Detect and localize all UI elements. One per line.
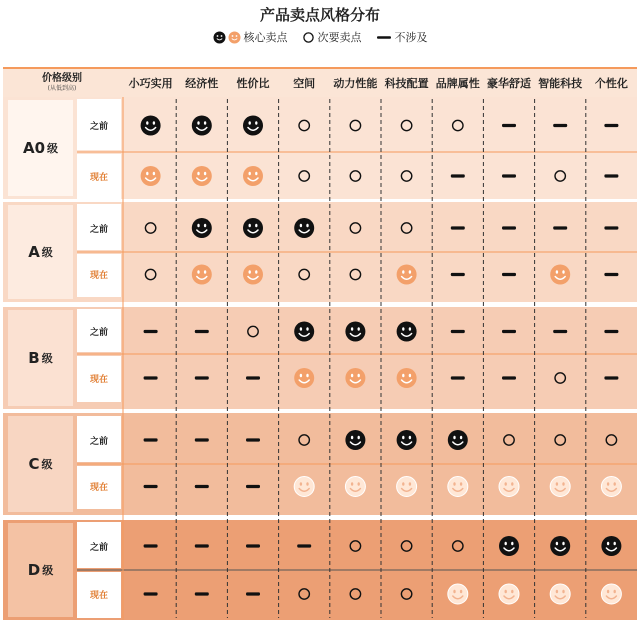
mark-A0-now-1 [141,166,161,186]
mark-D-now-7 [448,584,468,604]
mark-A0-before-2 [192,116,212,136]
mark-D-before-1 [144,544,158,547]
mark-C-before-1 [144,438,158,441]
mark-A0-before-3 [243,116,263,136]
column-header-4: 空间 [293,77,316,90]
level-suffix-A0: 级 [47,142,59,155]
column-header-1: 小巧实用 [128,77,173,90]
level-suffix-B: 级 [41,352,53,365]
mark-A0-now-3 [243,166,263,186]
mark-D-now-10 [601,584,621,604]
header-price-level-sub: (从低到高) [47,85,77,92]
mark-A-before-2 [192,218,212,238]
mark-B-now-7 [451,376,465,379]
mark-A-now-2 [192,265,212,285]
mark-D-now-9 [550,584,570,604]
mark-A0-before-10 [604,124,618,127]
column-header-2: 经济性 [185,77,219,90]
column-header-8: 豪华舒适 [486,77,531,90]
row-label-now-B: 现在 [89,374,108,385]
row-label-now-A: 现在 [89,271,108,281]
mark-A0-now-10 [604,174,618,177]
mark-B-now-3 [246,376,260,379]
mark-C-now-8 [499,477,519,497]
mark-B-now-2 [195,376,209,379]
mark-C-now-3 [246,485,260,488]
mark-A0-before-8 [502,124,516,127]
mark-B-now-10 [604,376,618,379]
mark-B-before-10 [604,330,618,333]
mark-B-now-1 [144,376,158,379]
level-label-B [8,310,73,406]
mark-A0-before-9 [553,124,567,127]
column-header-10: 个性化 [594,77,628,90]
row-label-before-B: 之前 [89,328,108,338]
mark-A-before-4 [294,218,314,238]
level-name-B: B [28,349,40,367]
mark-C-before-7 [448,430,468,450]
mark-C-before-3 [246,438,260,441]
mark-A-now-6 [397,265,417,285]
mark-B-now-5 [345,368,365,388]
mark-A-now-10 [604,273,618,276]
mark-C-now-10 [601,477,621,497]
level-suffix-C: 级 [41,458,53,471]
mark-C-now-5 [345,477,365,497]
row-label-before-C: 之前 [89,436,108,447]
mark-A-before-8 [502,226,516,229]
mark-A-before-7 [451,226,465,229]
mark-A0-now-8 [502,174,516,177]
level-suffix-A: 级 [41,246,53,259]
level-label-D [8,523,73,617]
header-price-level [3,69,121,97]
mark-A0-before-1 [141,116,161,136]
mark-B-now-6 [397,368,417,388]
level-name-D: D [27,561,41,579]
level-label-C [8,416,73,512]
mark-C-before-2 [195,438,209,441]
mark-A-now-8 [502,273,516,276]
legend-none-label: 不涉及 [394,31,428,44]
row-label-now-D: 现在 [89,590,108,601]
mark-B-before-9 [553,330,567,333]
row-label-before-A0: 之前 [89,122,108,132]
mark-C-now-7 [448,477,468,497]
mark-D-now-2 [195,592,209,595]
mark-B-before-5 [345,322,365,342]
mark-C-before-6 [397,430,417,450]
row-label-before-D: 之前 [89,542,108,553]
mark-D-now-1 [144,592,158,595]
mark-B-before-4 [294,322,314,342]
mark-D-before-2 [195,544,209,547]
mark-A0-now-7 [451,174,465,177]
mark-D-before-4 [297,544,311,547]
mark-B-before-8 [502,330,516,333]
mark-C-now-4 [294,477,314,497]
mark-C-now-6 [397,477,417,497]
level-name-A: A [28,243,40,261]
mark-A-now-7 [451,273,465,276]
mark-C-before-5 [345,430,365,450]
mark-B-now-8 [502,376,516,379]
mark-B-before-6 [397,322,417,342]
row-label-now-C: 现在 [89,483,108,493]
mark-A-before-9 [553,226,567,229]
mark-C-now-1 [144,485,158,488]
mark-B-now-4 [294,368,314,388]
mark-D-before-10 [601,536,621,556]
mark-A-before-10 [604,226,618,229]
mark-C-now-9 [550,477,570,497]
header-price-level-label: 价格级别 [42,73,82,84]
mark-A-before-3 [243,218,263,238]
level-suffix-D: 级 [42,564,54,577]
column-header-9: 智能科技 [538,77,583,90]
mark-B-before-2 [195,330,209,333]
mark-B-before-1 [144,330,158,333]
level-name-A0: A0 [22,139,46,157]
mark-D-now-3 [246,592,260,595]
mark-D-now-8 [499,584,519,604]
legend-core-label: 核心卖点 [243,31,288,44]
level-name-C: C [28,455,40,473]
mark-D-before-3 [246,544,260,547]
column-header-6: 科技配置 [384,77,429,90]
row-label-now-A0: 现在 [89,172,108,183]
row-label-before-A: 之前 [89,224,108,235]
level-label-A0 [8,100,73,196]
mark-A-now-3 [243,265,263,285]
chart-title: 产品卖点风格分布 [259,6,380,24]
mark-D-before-8 [499,536,519,556]
column-header-3: 性价比 [236,77,270,90]
mark-A0-now-2 [192,166,212,186]
mark-C-now-2 [195,485,209,488]
level-label-A [8,205,73,299]
column-header-7: 品牌属性 [435,77,480,90]
mark-D-before-9 [550,536,570,556]
legend-secondary-label: 次要卖点 [317,31,362,44]
column-header-5: 动力性能 [333,77,378,90]
mark-A-now-9 [550,265,570,285]
mark-B-before-7 [451,330,465,333]
